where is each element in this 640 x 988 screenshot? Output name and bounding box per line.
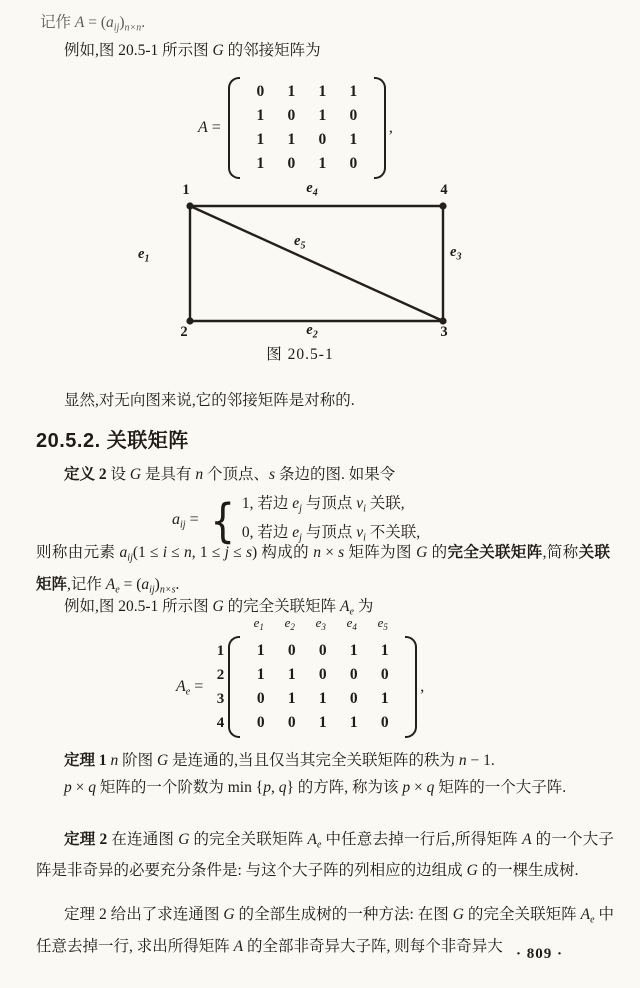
text-run: 设	[106, 466, 130, 483]
text-run: 的全部生成树的一种方法: 在图	[234, 906, 453, 923]
text-run: 3	[321, 622, 326, 632]
matrix-cell: 0	[256, 690, 265, 707]
text-run: e	[292, 495, 300, 512]
text-run: e	[294, 233, 301, 249]
edge-label-e4	[306, 180, 317, 199]
text-run: 完全关联矩阵	[447, 544, 543, 561]
text-run: p	[64, 779, 72, 796]
text-run: e	[450, 244, 457, 260]
text-run: 在连通图	[107, 831, 179, 848]
text-run: =	[190, 678, 204, 695]
text-run: e	[316, 839, 322, 851]
text-run: 阶图	[118, 752, 158, 769]
text-run: G	[129, 466, 142, 483]
text-run: e	[306, 322, 313, 338]
text-run: e	[284, 615, 291, 630]
matrix-cell: 1	[318, 714, 327, 731]
text-run: 例如,图 20.5-1 所示图	[64, 42, 213, 59]
matrix-cell: 1	[380, 642, 389, 659]
text-run: ij	[180, 519, 186, 531]
text-run: 中任意去掉一行, 求出所得矩阵	[36, 906, 614, 955]
text-run: 0, 若边	[241, 523, 293, 541]
edge-e5-line	[190, 206, 443, 321]
text-run: , 1 ≤	[191, 544, 225, 561]
text-run: G	[212, 598, 224, 615]
text-run: 为	[353, 598, 374, 615]
matrix-cell: 0	[380, 666, 389, 683]
incidence-matrix-equation	[176, 614, 424, 739]
matrix-cell: 1	[256, 131, 265, 148]
matrix-row-label: 2	[216, 667, 225, 683]
paragraph-major-submatrix	[36, 775, 614, 802]
vertex-label-3: 3	[440, 324, 448, 340]
matrix-cell: 1	[380, 690, 389, 707]
text-run: 矩阵的一个大子阵.	[434, 779, 567, 796]
text-run: e	[115, 584, 120, 595]
text-run: A	[74, 14, 85, 31]
matrix-cell: 1	[349, 131, 358, 148]
left-brace: {	[209, 493, 235, 548]
left-paren	[228, 77, 240, 179]
text-run: 是具有	[141, 466, 196, 483]
text-run: 不关联,	[365, 523, 421, 541]
matrix-cell: 0	[318, 131, 327, 148]
text-run: A	[198, 119, 208, 136]
matrix-cell: 1	[287, 690, 296, 707]
text-run: a	[141, 575, 150, 593]
text-run: 的完全关联矩阵	[223, 598, 341, 615]
text-run: 例如,图 20.5-1 所示图	[64, 598, 213, 615]
text-run: 定理 2	[64, 831, 108, 848]
text-run: q	[88, 779, 96, 796]
text-run: n	[110, 752, 119, 769]
text-run: )	[119, 14, 125, 31]
incidence-matrix-col-headers	[243, 614, 424, 635]
matrix-cell: 1	[256, 642, 265, 659]
matrix-cell: 1	[318, 155, 327, 172]
edge-label-e5	[294, 233, 305, 252]
paragraph-definition-2	[64, 462, 395, 488]
adjacency-matrix-grid	[240, 76, 374, 180]
text-run: n×n	[124, 22, 142, 34]
adjacency-matrix-lhs	[198, 119, 221, 137]
text-run: A	[176, 678, 186, 695]
matrix-cell: 0	[318, 666, 327, 683]
matrix-cell: 0	[256, 714, 265, 731]
figure-caption: 图 20.5-1	[266, 346, 334, 363]
matrix-suffix: ,	[420, 678, 425, 695]
text-run: 中任意去掉一行后,所得矩阵	[321, 831, 523, 848]
text-run: )	[154, 575, 160, 593]
text-run: p	[263, 779, 271, 796]
matrix-cell: 0	[380, 714, 389, 731]
text-run: ≤	[167, 544, 185, 561]
section-heading: 20.5.2. 关联矩阵	[36, 430, 189, 452]
text-run: e	[138, 246, 145, 262]
text-run: ) 构成的	[251, 544, 314, 561]
matrix-row-label: 1	[216, 643, 225, 659]
text-run: e	[306, 180, 313, 196]
text-run: 则称由元素	[36, 544, 120, 561]
vertex-label-2: 2	[180, 324, 188, 340]
paragraph-notation	[40, 10, 145, 42]
text-run: 关联矩阵	[36, 544, 610, 593]
text-run: a	[172, 510, 180, 528]
matrix-col-header	[305, 614, 336, 635]
incidence-matrix-row-labels	[210, 635, 224, 739]
text-run: i	[363, 532, 366, 543]
edge-label-e3	[450, 244, 461, 263]
matrix-cell: 1	[256, 666, 265, 683]
matrix-cell: 0	[287, 714, 296, 731]
text-run: e	[253, 615, 260, 630]
adjacency-matrix-equation	[198, 76, 393, 180]
matrix-cell: 0	[287, 155, 296, 172]
text-run: 定理 2 给出了求连通图	[64, 906, 224, 923]
text-run: ij	[149, 584, 155, 595]
matrix-cell: 0	[349, 690, 358, 707]
matrix-cell: 1	[349, 83, 358, 100]
incidence-matrix-grid	[240, 635, 405, 739]
edge-label-e2	[306, 322, 317, 341]
text-run: s	[245, 544, 252, 561]
vertex-dot-1	[186, 202, 193, 209]
text-run: 的	[427, 544, 448, 561]
matrix-cell: 0	[349, 666, 358, 683]
text-run: = (	[84, 14, 107, 31]
text-run: } 的方阵, 称为该	[286, 779, 403, 796]
formula-lhs	[172, 511, 199, 531]
text-run: 记作	[40, 14, 75, 31]
right-paren	[374, 77, 386, 179]
paragraph-theorem-2	[36, 827, 614, 884]
text-run: n×s	[159, 584, 176, 595]
matrix-col-header	[367, 614, 398, 635]
text-run: ,记作	[67, 575, 106, 593]
text-run: ij	[127, 552, 133, 564]
text-run: e	[315, 615, 322, 630]
matrix-cell: 1	[318, 83, 327, 100]
matrix-cell: 0	[349, 107, 358, 124]
text-run: i	[162, 544, 168, 561]
text-run: 关联,	[365, 495, 405, 512]
text-run: 与顶点	[301, 495, 357, 512]
text-run: G	[466, 862, 478, 879]
matrix-cell: 1	[287, 83, 296, 100]
matrix-row-label: 4	[216, 715, 225, 731]
text-run: 矩阵的一个阶数为 min {	[96, 779, 264, 796]
vertex-dot-4	[439, 202, 446, 209]
graph-figure-svg	[128, 186, 478, 342]
matrix-cell: 1	[256, 155, 265, 172]
text-run: = (	[119, 575, 142, 593]
text-run: A	[522, 831, 532, 848]
text-run: A	[105, 575, 116, 593]
text-run: 4	[312, 187, 318, 199]
text-run: G	[223, 906, 235, 923]
text-run: A	[340, 598, 350, 615]
text-run: 条边的图. 如果令	[275, 466, 396, 483]
text-run: 是连通的,当且仅当其完全关联矩阵的秩为	[168, 752, 459, 769]
text-run: =	[185, 510, 199, 528]
text-run: n	[313, 544, 321, 561]
text-run: j	[224, 544, 229, 561]
matrix-cell: 1	[349, 714, 358, 731]
text-run: a	[119, 544, 128, 561]
matrix-cell: 0	[287, 107, 296, 124]
text-run: ≤	[228, 544, 246, 561]
matrix-col-header	[243, 614, 274, 635]
matrix-cell: 1	[318, 107, 327, 124]
text-run: 1, 若边	[241, 495, 293, 512]
text-run: 与顶点	[301, 523, 357, 541]
text-run: ,简称	[542, 544, 579, 561]
page-number: · 809 ·	[516, 946, 564, 962]
text-run: A	[233, 937, 244, 955]
text-run: ×	[410, 779, 427, 796]
text-run: 5	[383, 622, 388, 632]
matrix-cell: 0	[287, 642, 296, 659]
matrix-cell: 1	[256, 107, 265, 124]
paragraph-theorem-1	[36, 748, 614, 774]
text-run: ×	[320, 544, 339, 561]
text-run: 定义 2	[64, 466, 107, 483]
text-run: q	[278, 779, 287, 796]
text-run: 矩阵为图	[344, 544, 417, 561]
graph-figure	[128, 180, 478, 352]
text-run: e	[349, 606, 354, 618]
text-run: 的完全关联矩阵	[463, 906, 581, 923]
text-run: G	[157, 752, 169, 769]
text-run: .	[141, 14, 146, 31]
matrix-col-header	[274, 614, 305, 635]
text-run: n	[458, 752, 467, 769]
text-run: i	[363, 503, 366, 515]
matrix-cell: 0	[256, 83, 265, 100]
text-run: e	[590, 914, 595, 926]
text-run: ×	[71, 779, 89, 796]
matrix-cell: 0	[318, 642, 327, 659]
matrix-cell: 1	[349, 642, 358, 659]
text-run: 4	[352, 622, 357, 632]
matrix-col-header	[336, 614, 367, 635]
text-run: 的完全关联矩阵	[189, 831, 308, 848]
text-run: 5	[300, 240, 306, 252]
text-run: 2	[312, 329, 318, 341]
text-run: 3	[456, 251, 462, 263]
matrix-row-label: 3	[216, 691, 225, 707]
text-run: e	[346, 615, 353, 630]
vertex-label-4: 4	[440, 182, 448, 198]
text-run: 1	[144, 253, 150, 265]
text-run: s	[338, 544, 345, 561]
text-run: G	[178, 831, 190, 848]
text-run: G	[212, 42, 224, 59]
matrix-cell: 0	[349, 155, 358, 172]
matrix-cell: 1	[318, 690, 327, 707]
text-run: n	[184, 544, 192, 561]
text-run: G	[452, 906, 464, 923]
incidence-matrix-body	[210, 614, 424, 739]
text-run: A	[307, 831, 317, 848]
text-run: e	[377, 615, 384, 630]
text-run: j	[299, 532, 302, 543]
paragraph-symmetric: 显然,对无向图来说,它的邻接矩阵是对称的.	[64, 392, 355, 409]
matrix-suffix: ,	[388, 119, 393, 136]
text-run: v	[356, 523, 364, 541]
text-run: q	[426, 779, 435, 796]
text-run: 的一个大子阵是非奇异的必要充分条件是: 与这个大子阵的列相应的边组成	[36, 831, 614, 879]
edge-label-e1	[138, 246, 149, 265]
text-run: 的全部非奇异大子阵, 则每个非奇异大	[243, 937, 503, 955]
text-run: e	[292, 523, 300, 541]
text-run: 的邻接矩阵为	[223, 42, 321, 59]
text-run: ,	[270, 779, 279, 796]
text-run: e	[185, 686, 191, 698]
text-run: s	[269, 466, 276, 483]
matrix-cell: 1	[287, 666, 296, 683]
text-run: =	[207, 119, 221, 136]
paragraph-adjacency-intro	[64, 38, 321, 64]
text-run: a	[106, 14, 114, 31]
text-run: (1 ≤	[132, 544, 163, 561]
incidence-matrix-lhs	[176, 678, 203, 698]
text-run: − 1.	[466, 752, 495, 769]
text-run: j	[299, 503, 302, 515]
matrix-cell: 1	[287, 131, 296, 148]
text-run: n	[195, 466, 204, 483]
text-run: 1	[259, 622, 264, 632]
right-paren	[405, 636, 417, 738]
text-run: 个顶点、	[203, 466, 270, 483]
text-run: G	[416, 544, 428, 561]
left-paren	[228, 636, 240, 738]
text-run: 2	[290, 622, 295, 632]
case-line-1	[242, 492, 420, 521]
vertex-label-1: 1	[182, 182, 190, 198]
text-run: ij	[113, 22, 120, 34]
text-run: A	[580, 906, 591, 923]
text-run: p	[402, 779, 411, 796]
text-run: 的一棵生成树.	[477, 862, 579, 879]
text-run: 定理 1	[64, 752, 107, 769]
text-run: .	[175, 575, 180, 593]
text-run: v	[356, 495, 364, 512]
